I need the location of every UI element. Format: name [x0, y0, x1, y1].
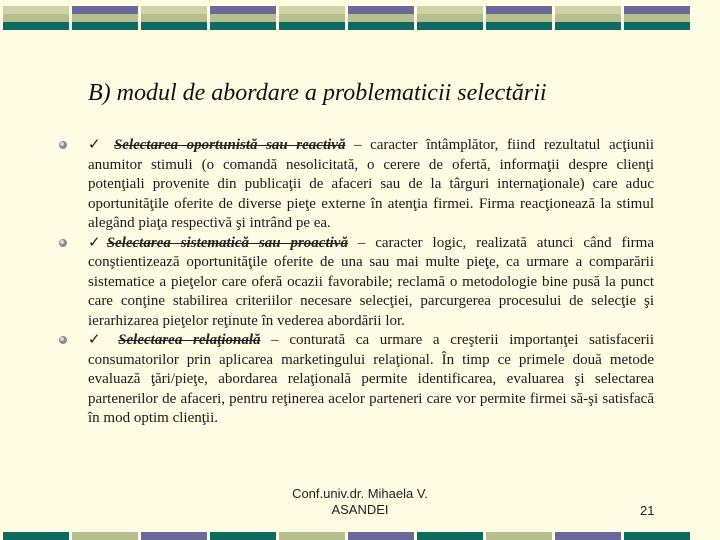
author-line-1: Conf.univ.dr. Mihaela V.: [292, 486, 428, 501]
check-icon: ✓: [88, 137, 106, 153]
bullet-text: – caracter întâmplător, fiind rezultatul acţiunii anumitor stimuli (o comandă nesolicitată, o cerere de ofertă, informaţii despre clienţi potenţiali provenite din publicaţii de afaceri sau de la târguri internaţionale) care aduc oportunităţile oferite de diverse pieţe externe în atenţia firmei. Firma reacţionează la stimul alegând piaţa respectivă şi intrând pe ea.: [88, 137, 655, 231]
slide-body: [88, 136, 654, 429]
decor-block: [210, 6, 276, 32]
bullet-icon: [58, 335, 68, 345]
decor-block: [555, 532, 621, 540]
bullet-text: – caracter logic, realizată atunci când firma conştientizează oportunităţile oferite de una sau mai multe pieţe, ca urmare a comparării sistematice a pieţelor care oferă ocazii favorabile; reclamă o metodologie bine pusă la punct care conţine stabilirea criteriilor necesare selecţiei, parcurgerea procesului de selecţie şi ierarhizarea pieţelor reţinute în vederea abordării lor.: [88, 234, 654, 329]
slide-title: B) modul de abordare a problematicii selectării: [88, 80, 547, 106]
decor-block: [624, 532, 690, 540]
decor-block: [348, 6, 414, 32]
decor-block: [72, 6, 138, 32]
bottom-decorative-bar: [0, 532, 720, 540]
page-number: 21: [640, 503, 655, 518]
check-icon: ✓: [88, 332, 108, 348]
bullet-item-sistematica: [88, 234, 654, 332]
decor-block: [486, 532, 552, 540]
bullet-term: Selectarea sistematică sau proactivă: [106, 234, 348, 251]
decor-block: [279, 532, 345, 540]
decor-block: [3, 532, 69, 540]
decor-block: [141, 6, 207, 32]
bullet-icon: [58, 140, 68, 150]
decor-block: [486, 6, 552, 32]
top-decorative-bar: [0, 6, 720, 32]
bullet-item-oportunista: [88, 136, 654, 234]
decor-block: [624, 6, 690, 32]
footer-author: [260, 486, 460, 518]
check-icon: ✓: [88, 234, 107, 251]
bullet-term: Selectarea relaţională: [118, 332, 261, 348]
decor-block: [555, 6, 621, 32]
decor-block: [417, 6, 483, 32]
decor-block: [348, 532, 414, 540]
bullet-icon: [58, 238, 68, 248]
decor-block: [417, 532, 483, 540]
bullet-text: – conturată ca urmare a creşterii importanţei satisfacerii consumatorilor prin aplicarea marketingului relaţional. În timp ce primele două metode evaluază ţări/pieţe, abordarea relaţională permite identificarea, evaluarea şi selectarea partenerilor de afaceri, pentru reţinerea acelor parteneri care vor permite firmei să-şi satisfacă în mod optim clienţii.: [88, 332, 655, 426]
decor-block: [3, 6, 69, 32]
author-line-2: ASANDEI: [331, 502, 389, 517]
decor-block: [72, 532, 138, 540]
decor-block: [210, 532, 276, 540]
bullet-item-relationala: [88, 331, 654, 429]
decor-block: [279, 6, 345, 32]
bullet-term: Selectarea oportunistă sau reactivă: [113, 137, 346, 153]
decor-block: [141, 532, 207, 540]
